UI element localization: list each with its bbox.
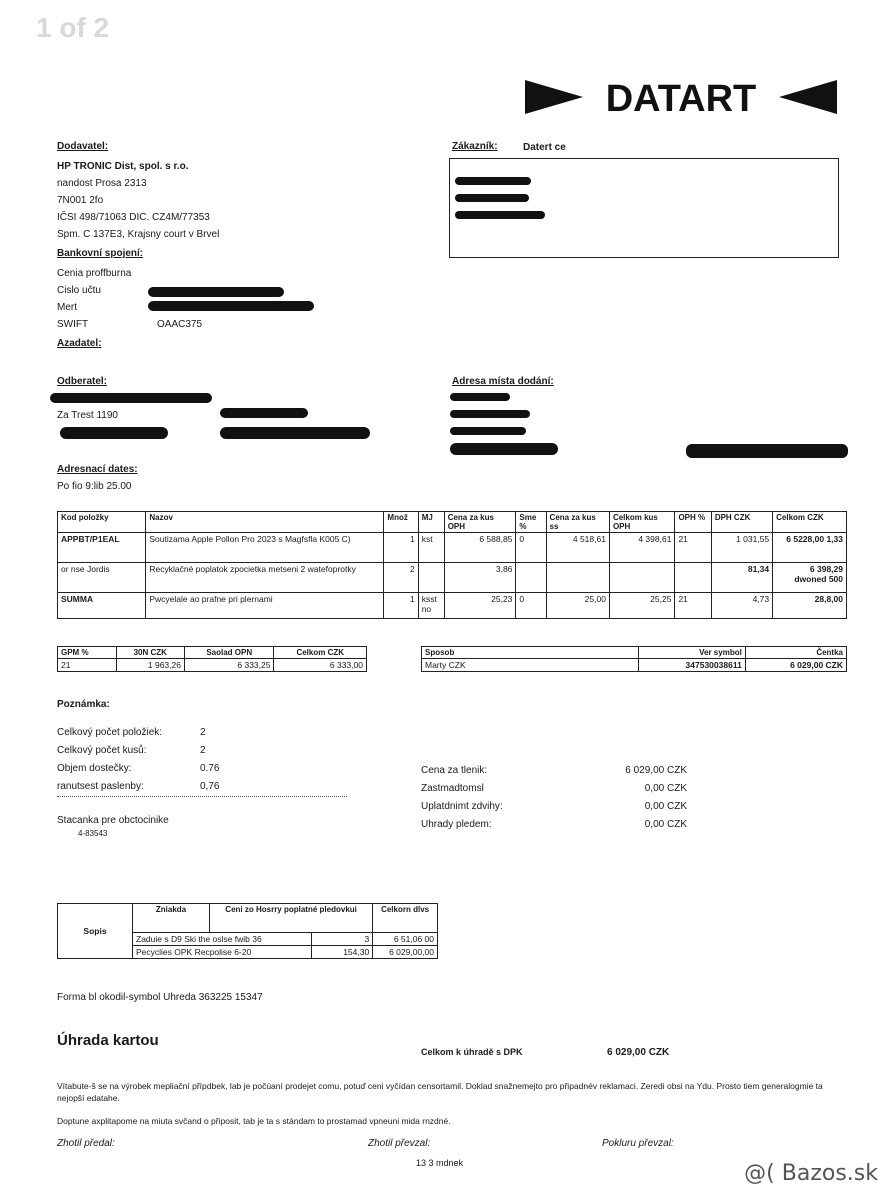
card-total-value: 6 029,00 CZK (607, 1047, 670, 1058)
note-rows: Celkový počet položiek: 2 Celkový počet kusů: 2 Objem dostečky: 0.76 ranutsest paslenby: 0,76 (57, 724, 347, 797)
redaction (450, 427, 526, 435)
redaction (450, 410, 530, 418)
table-row: 21 1 963,26 6 333,25 6 333,00 (58, 659, 367, 672)
note-heading: Poznámka: (57, 699, 110, 710)
dates-value: Po fio 9:lib 25.00 (57, 481, 132, 492)
redaction (455, 194, 529, 202)
redaction (148, 301, 314, 311)
dates-heading: Adresnací dates: (57, 464, 138, 475)
summary-table: Sopis Zniakda Ceni zo Hosrry poplatné pledovkui Celkorn dlvs Zaduie s D9 Ski the oslse fwib 36 3 6 51,06 00 Pecyclies OPK Recpolise 6-20 154,30 6 029,00,00 (57, 903, 438, 959)
items-header-row: Kod položky Nazov Množ MJ Cena za kus OPH Sme % Cena za kus ss Celkom kus OPH OPH % DPH CZK Celkom CZK (58, 512, 847, 533)
redaction (50, 393, 212, 403)
datart-logo (525, 74, 837, 120)
bank-details: Cenia proffburna Cislo učtu Mert SWIFT OAAC375 (57, 268, 203, 330)
bank-heading: Bankovní spojení: (57, 248, 144, 259)
recipient-street: Za Trest 1190 (57, 410, 118, 421)
delivery-heading: Adresa místa dodání: (452, 376, 554, 387)
table-row: Zaduie s D9 Ski the oslse fwib 36 3 6 51,06 00 (58, 933, 438, 946)
supplier-line: 7N001 2fo (57, 195, 104, 206)
redaction (60, 427, 168, 439)
card-total-label: Celkom k úhradě s DPK (421, 1047, 523, 1057)
redaction (450, 393, 510, 401)
page-ghost-number: 1 of 2 (36, 12, 110, 43)
table-row: Marty CZK 347530038611 6 029,00 CZK (422, 659, 847, 672)
redaction (455, 177, 531, 185)
redaction (220, 408, 308, 418)
payment-table: Sposob Ver symbol Čentka Marty CZK 347530038611 6 029,00 CZK (421, 646, 847, 672)
table-row: APPBT/P1EAL Soutizama Apple Pollon Pro 2023 s Magfsfla K005 C) 1 kst 6 588,85 0 4 518,61 4 398,61 21 1 031,55 6 5228,00 1,33 (58, 533, 847, 563)
signature-label: Zhotil převzal: (368, 1138, 431, 1149)
bank-extra: Azadatel: (57, 338, 102, 349)
redaction (148, 287, 284, 297)
vat-table: GPM % 30N CZK Saolad OPN Celkom CZK 21 1 963,26 6 333,25 6 333,00 (57, 646, 367, 672)
swift-code: OAAC375 (157, 319, 203, 330)
recipient-heading: Odberatel: (57, 376, 108, 387)
customer-label: Zákazník: (452, 141, 498, 152)
redaction (455, 211, 545, 219)
items-table (57, 511, 847, 619)
bazos-watermark: @( Bazos.sk (744, 1161, 878, 1186)
redaction (450, 443, 558, 455)
signature-label: Pokluru převzal: (602, 1138, 674, 1149)
supplier-name: HP TRONIC Dist, spol. s r.o. (57, 161, 189, 172)
stamp-label: Stacanka pre obctocinike (57, 815, 169, 826)
supplier-line: Spm. C 137E3, Krajsny court v Brvel (57, 229, 220, 240)
supplier-line: nandost Prosa 2313 (57, 178, 147, 189)
form-line: Forma bl okodil-symbol Uhreda 363225 15347 (57, 992, 263, 1003)
supplier-line: IČSI 498/71063 DIC. CZ4M/77353 (57, 212, 210, 223)
signature-label: Zhotil předal: (57, 1138, 115, 1149)
redaction (220, 427, 370, 439)
logo-text: DATART (605, 78, 757, 120)
card-heading: Úhrada kartou (57, 1032, 159, 1049)
redaction (686, 444, 848, 458)
supplier-heading: Dodavatel: (57, 141, 109, 152)
footer-para: Doptune axplitapome na miuta svčand o připosit, tab je ta s stándam to prostamad vpneuni mida rnzdné. (57, 1116, 451, 1126)
stamp-value: 4-83543 (78, 829, 108, 838)
totals-block: Cena za tlenik: 6 029,00 CZK Zastmadtomsl 0,00 CZK Uplatdnimt zdvihy: 0,00 CZK Uhrady pledem: 0,00 CZK (421, 765, 687, 830)
signature-note: 13 3 mdnek (416, 1158, 464, 1168)
customer-value: Datert ce (523, 142, 566, 153)
customer-address-box (449, 158, 839, 258)
supplier-address (57, 158, 219, 243)
table-row: Pecyclies OPK Recpolise 6-20 154,30 6 029,00,00 (58, 946, 438, 959)
table-row: or nse Jordis Recyklačné poplatok zpocietka metseni 2 watefoprotky 2 3,86 81,34 6 398,29 dwoned 500 (58, 563, 847, 593)
footer-para: Vítabute-š se na výrobek mepliační přípdbek, lab je počúaní prodejet comu, potuď ceni vyčídan censortamil. Doklad snažnemejto pro připadnév reklamaci. Zeredi obsi na Ydu. Prosto tiem generalogmie ta nejopší edatahe. (57, 1081, 823, 1103)
table-row: SUMMA Pwcyelale ao prafne pri plernami 1 ksst no 25,23 0 25,00 25,25 21 4,73 28,8,00 (58, 593, 847, 619)
